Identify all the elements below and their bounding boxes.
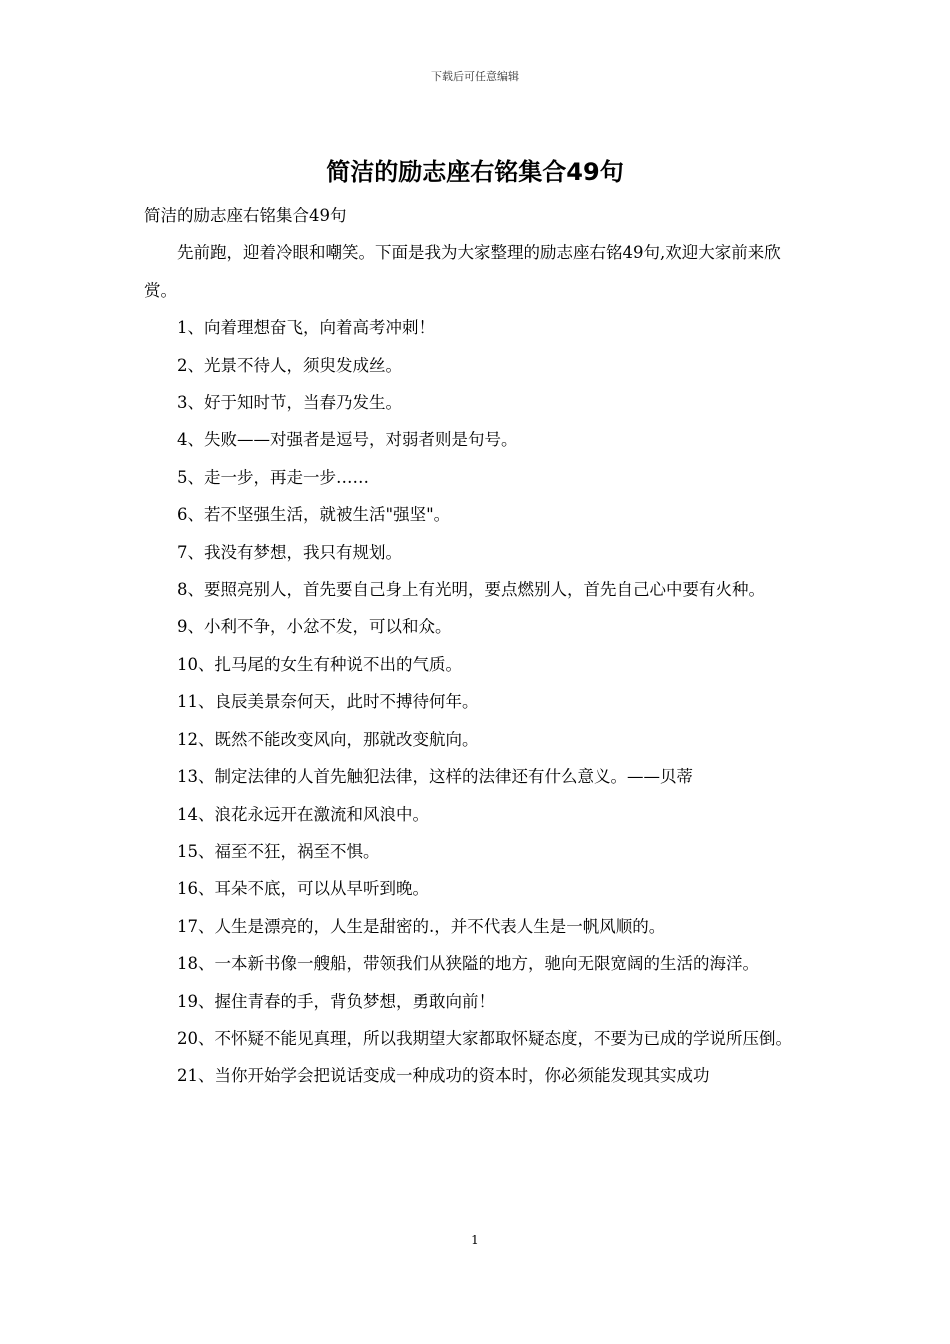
list-item: 14、浪花永远开在激流和风浪中。 [177, 804, 429, 824]
list-item: 21、当你开始学会把说话变成一种成功的资本时，你必须能发现其实成功 [177, 1066, 710, 1086]
list-item: 4、失败——对强者是逗号，对弱者则是句号。 [177, 430, 518, 450]
list-item: 19、握住青春的手，背负梦想，勇敢向前！ [177, 991, 495, 1011]
list-item: 1、向着理想奋飞，向着高考冲刺！ [177, 318, 435, 338]
list-item: 8、要照亮别人，首先要自己身上有光明，要点燃别人，首先自己心中要有火种。 [177, 580, 765, 600]
list-item: 15、福至不狂，祸至不惧。 [177, 841, 380, 861]
document-body [144, 197, 808, 1095]
page-number: 1 [471, 1233, 479, 1247]
list-item: 11、良辰美景奈何天，此时不搏待何年。 [177, 692, 479, 712]
subtitle: 简洁的励志座右铭集合49句 [144, 206, 347, 225]
list-item: 10、扎马尾的女生有种说不出的气质。 [177, 654, 462, 674]
list-item: 20、不怀疑不能见真理，所以我期望大家都取怀疑态度，不要为已成的学说所压倒。 [177, 1028, 792, 1048]
list-item: 17、人生是漂亮的，人生是甜密的.，并不代表人生是一帆风顺的。 [177, 916, 666, 936]
header-note: 下载后可任意编辑 [431, 70, 519, 83]
list-item: 16、耳朵不底，可以从早听到晚。 [177, 879, 429, 899]
list-item: 9、小利不争，小忿不发，可以和众。 [177, 617, 452, 637]
list-item: 7、我没有梦想，我只有规划。 [177, 542, 402, 562]
list-item: 2、光景不待人，须臾发成丝。 [177, 355, 402, 375]
list-item: 3、好于知时节，当春乃发生。 [177, 393, 402, 413]
list-item: 12、既然不能改变风向，那就改变航向。 [177, 729, 479, 749]
list-item: 6、若不坚强生活，就被生活"强坚"。 [177, 505, 451, 525]
document-title: 简洁的励志座右铭集合49句 [326, 158, 624, 186]
list-item: 18、一本新书像一艘船，带领我们从狭隘的地方，驰向无限宽阔的生活的海洋。 [177, 954, 759, 974]
list-item: 5、走一步，再走一步…… [177, 467, 369, 487]
intro-paragraph: 先前跑，迎着冷眼和嘲笑。下面是我为大家整理的励志座右铭49句,欢迎大家前来欣赏。 [144, 243, 781, 300]
list-item: 13、制定法律的人首先触犯法律，这样的法律还有什么意义。——贝蒂 [177, 767, 693, 787]
